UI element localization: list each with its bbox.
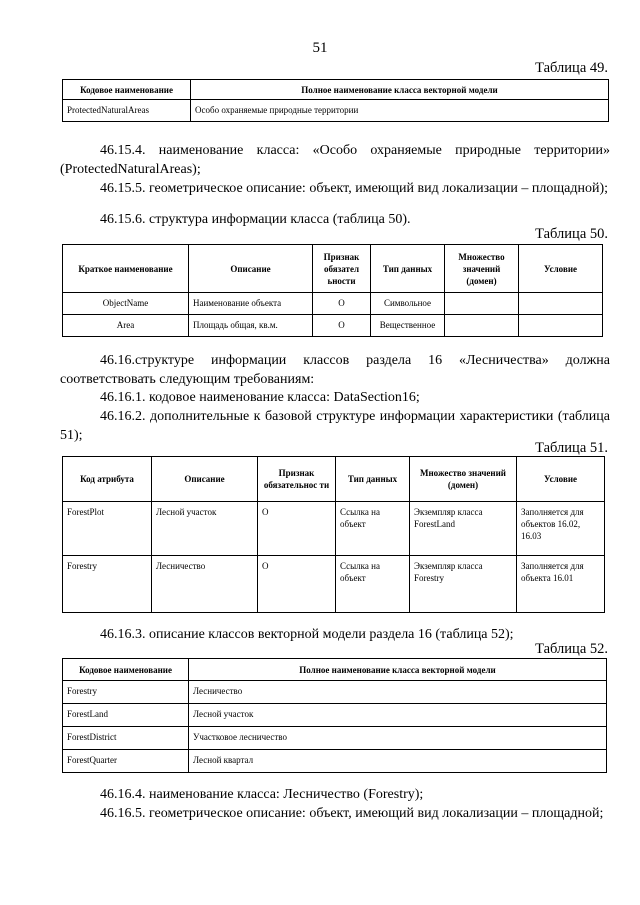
paragraph-46-15-6: 46.15.6. структура информации класса (таблица 50). bbox=[100, 212, 411, 227]
table-51 bbox=[62, 456, 605, 613]
table-52-caption: Таблица 52. bbox=[535, 641, 608, 657]
table-cell: ProtectedNaturalAreas bbox=[63, 100, 191, 122]
table-50 bbox=[62, 244, 603, 337]
table-cell: Особо охраняемые природные территории bbox=[191, 100, 609, 122]
table-cell: Лесничество bbox=[189, 681, 607, 704]
table-cell: Forestry bbox=[63, 681, 189, 704]
table-cell: Лесной участок bbox=[152, 502, 258, 556]
table-cell bbox=[519, 315, 603, 337]
table-header: Тип данных bbox=[371, 245, 445, 293]
table-cell: Участковое лесничество bbox=[189, 727, 607, 750]
table-header: Кодовое наименование bbox=[63, 659, 189, 681]
paragraph-46-16-4: 46.16.4. наименование класса: Лесничество (Forestry); bbox=[100, 787, 424, 802]
table-cell: ForestPlot bbox=[63, 502, 152, 556]
table-header: Условие bbox=[517, 457, 605, 502]
table-cell: Лесной квартал bbox=[189, 750, 607, 773]
table-cell bbox=[445, 293, 519, 315]
table-cell bbox=[445, 315, 519, 337]
table-header: Множество значений (домен) bbox=[410, 457, 517, 502]
table-50-caption: Таблица 50. bbox=[535, 226, 608, 242]
table-cell: Вещественное bbox=[371, 315, 445, 337]
table-cell: Экземпляр класса Forestry bbox=[410, 556, 517, 613]
table-cell: ForestLand bbox=[63, 704, 189, 727]
table-cell: Наименование объекта bbox=[189, 293, 313, 315]
table-49-caption: Таблица 49. bbox=[535, 60, 608, 76]
table-cell: Area bbox=[63, 315, 189, 337]
table-52 bbox=[62, 658, 607, 773]
table-header: Признак обязательнос ти bbox=[258, 457, 336, 502]
table-header: Краткое наименование bbox=[63, 245, 189, 293]
table-cell bbox=[519, 293, 603, 315]
table-cell: Площадь общая, кв.м. bbox=[189, 315, 313, 337]
paragraph-46-15-5: 46.15.5. геометрическое описание: объект, имеющий вид локализации – площадной); bbox=[100, 181, 608, 196]
table-header: Описание bbox=[189, 245, 313, 293]
paragraph-46-16: 46.16.структуре информации классов раздела 16 «Лесничества» должна соответствовать следующим требованиям: bbox=[60, 353, 610, 387]
table-cell: ForestDistrict bbox=[63, 727, 189, 750]
table-cell: Лесничество bbox=[152, 556, 258, 613]
table-header: Множество значений (домен) bbox=[445, 245, 519, 293]
table-cell: Ссылка на объект bbox=[336, 556, 410, 613]
table-cell: Заполняется для объекта 16.01 bbox=[517, 556, 605, 613]
paragraph-46-16-5: 46.16.5. геометрическое описание: объект, имеющий вид локализации – площадной; bbox=[100, 806, 604, 821]
table-cell: О bbox=[258, 556, 336, 613]
table-header: Полное наименование класса векторной модели bbox=[189, 659, 607, 681]
table-cell: Символьное bbox=[371, 293, 445, 315]
table-header: Код атрибута bbox=[63, 457, 152, 502]
table-cell: ObjectName bbox=[63, 293, 189, 315]
paragraph-46-16-3: 46.16.3. описание классов векторной модели раздела 16 (таблица 52); bbox=[100, 627, 514, 642]
table-51-caption: Таблица 51. bbox=[535, 440, 608, 456]
table-cell: Экземпляр класса ForestLand bbox=[410, 502, 517, 556]
table-header: Полное наименование класса векторной модели bbox=[191, 80, 609, 100]
table-cell: ForestQuarter bbox=[63, 750, 189, 773]
table-header: Признак обязател ьности bbox=[313, 245, 371, 293]
table-cell: Forestry bbox=[63, 556, 152, 613]
table-49 bbox=[62, 79, 609, 122]
table-header: Условие bbox=[519, 245, 603, 293]
table-header: Тип данных bbox=[336, 457, 410, 502]
table-cell: Ссылка на объект bbox=[336, 502, 410, 556]
table-cell: Заполняется для объектов 16.02, 16.03 bbox=[517, 502, 605, 556]
page-number: 51 bbox=[312, 40, 328, 56]
table-cell: О bbox=[313, 315, 371, 337]
paragraph-46-16-1: 46.16.1. кодовое наименование класса: DataSection16; bbox=[100, 390, 420, 405]
table-header: Кодовое наименование bbox=[63, 80, 191, 100]
table-cell: О bbox=[313, 293, 371, 315]
table-header: Описание bbox=[152, 457, 258, 502]
paragraph-46-16-2: 46.16.2. дополнительные к базовой структуре информации характеристики (таблица 51); bbox=[60, 409, 610, 443]
paragraph-46-15-4: 46.15.4. наименование класса: «Особо охраняемые природные территории» (ProtectedNaturalAreas); bbox=[60, 143, 610, 177]
table-cell: О bbox=[258, 502, 336, 556]
table-cell: Лесной участок bbox=[189, 704, 607, 727]
